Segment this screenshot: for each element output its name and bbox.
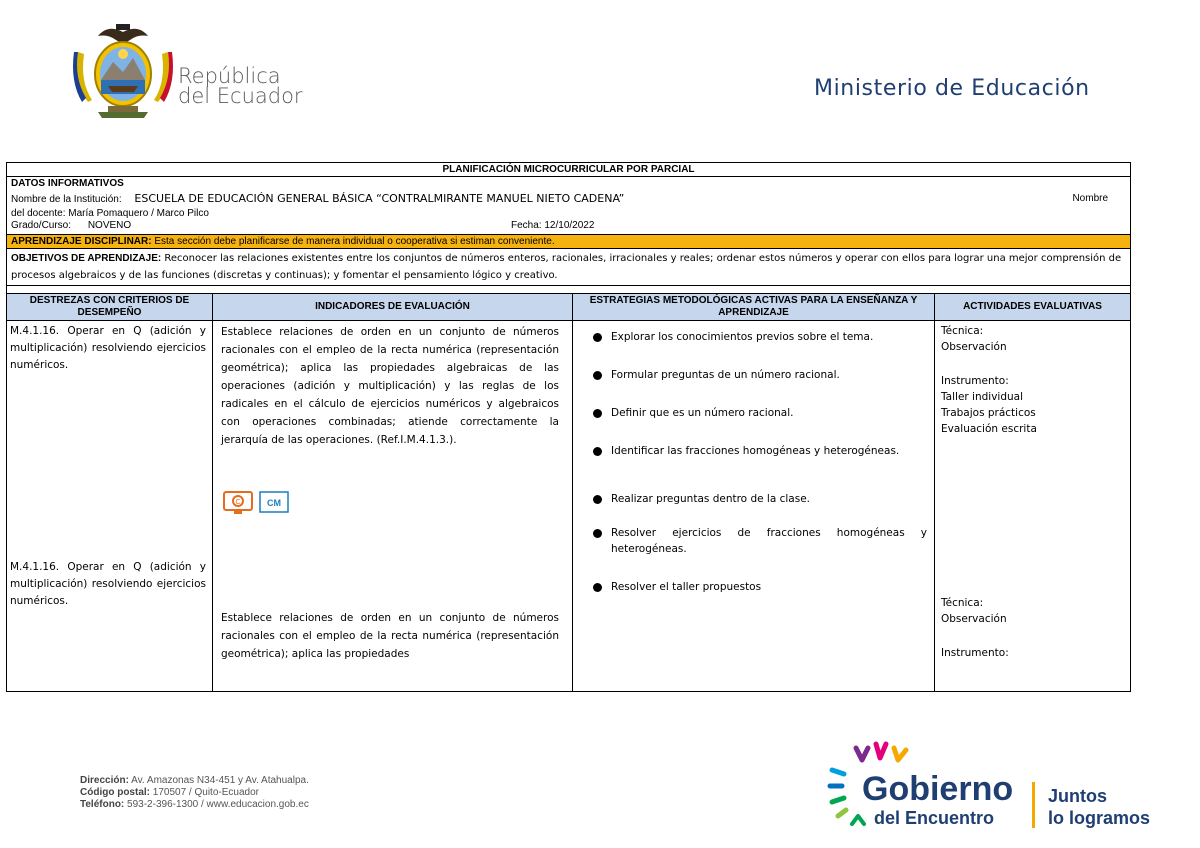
logramos-word: lo logramos [1048,808,1151,828]
page-header [0,0,1200,150]
objetivos-text: Reconocer las relaciones existentes entre los conjuntos de números enteros, racionales, irracionales y reales; ordenar estos números y operar con ellos para lograr una mejor comprensión de procesos algebraicos y de las funciones (discretas y continuas); y fomentar el pensamiento lógico y creativo. [11,253,1122,281]
bullet-icon [593,583,602,592]
gobierno-word: Gobierno [862,770,1014,808]
ecuador-coat-of-arms-icon [68,22,178,122]
estrategia-text: Formular preguntas de un número racional. [611,369,840,381]
institucion-value: ESCUELA DE EDUCACIÓN GENERAL BÁSICA “CONTRALMIRANTE MANUEL NIETO CADENA” [134,192,625,205]
col-header-estrategias: ESTRATEGIAS METODOLÓGICAS ACTIVAS PARA LA ENSEÑANZA Y APRENDIZAJE [573,294,935,321]
estrategia-5 [611,491,927,507]
taller-value: Taller individual [941,391,1024,403]
tecnica-label: Técnica: [941,325,984,337]
destreza-1: M.4.1.16. Operar en Q (adición y multiplicación) resolviendo ejercicios numéricos. [10,325,206,371]
datos-informativos-label: DATOS INFORMATIVOS [11,178,124,189]
spacer-row [7,286,1131,294]
bullet-icon [593,495,602,504]
logo-divider [1032,782,1035,828]
cultura-icon-letter: C [235,499,241,506]
indicator-icons [223,491,289,515]
indicadores-cell [213,321,573,692]
estrategia-6 [611,525,927,557]
fecha: Fecha: 12/10/2022 [511,220,595,231]
telefono-label: Teléfono: [80,799,125,810]
footer-address [80,775,309,811]
planificacion-table [6,162,1131,692]
encuentro-word: del Encuentro [874,808,995,828]
instrumento-label: Instrumento: [941,375,1009,387]
docente-line: del docente: María Pomaquero / Marco Pilco [11,208,209,219]
institucion-label: Nombre de la Institución: [11,194,122,205]
bullet-icon [593,447,602,456]
juntos-word: Juntos [1048,786,1108,806]
calculo-icon-letters: CM [267,498,281,508]
observacion-value-2: Observación [941,613,1007,625]
direccion-value: Av. Amazonas N34-451 y Av. Atahualpa. [131,775,309,786]
estrategias-cell [573,321,935,692]
estrategia-4 [611,443,927,459]
trabajos-value: Trabajos prácticos [941,407,1036,419]
actividades-cell [935,321,1131,692]
observacion-value: Observación [941,341,1007,353]
calculo-mental-icon [259,491,289,515]
estrategia-text: Identificar las fracciones homogéneas y heterogéneas. [611,445,900,457]
estrategia-2 [611,367,927,383]
col-header-actividades: ACTIVIDADES EVALUATIVAS [935,294,1131,321]
col-header-destrezas: DESTREZAS CON CRITERIOS DE DESEMPEÑO [7,294,213,321]
nombre-label: Nombre [1072,193,1109,204]
indicador-1: Establece relaciones de orden en un conjunto de números racionales con el empleo de la recta numérica (representación geométrica); aplica las propiedades algebraicas de las operaciones (adición y multiplicación) y las reglas de los radicales en el cálculo de ejercicios numéricos y algebraicos con operaciones combinadas; atiende correctamente la jerarquía de las operaciones. (Ref.I.M.4.1.3.). [221,326,559,446]
evaluacion-value: Evaluación escrita [941,423,1037,435]
objetivos-cell [7,249,1131,286]
estrategia-text: Definir que es un número racional. [611,407,794,419]
bullet-icon [593,371,602,380]
aprendizaje-disciplinar-cell [7,235,1131,249]
destreza-2: M.4.1.16. Operar en Q (adición y multiplicación) resolviendo ejercicios numéricos. [10,561,206,607]
gobierno-del-encuentro-logo [826,740,1186,835]
del-ecuador-line: del Ecuador [178,84,303,108]
objetivos-label: OBJETIVOS DE APRENDIZAJE: [11,253,162,264]
estrategia-text: Resolver el taller propuestos [611,581,762,593]
cultura-computer-icon [223,491,253,515]
republica-del-ecuador-wordmark [178,66,303,106]
bullet-icon [593,333,602,342]
ministerio-de-educacion-title: Ministerio de Educación [814,76,1090,101]
destrezas-cell [7,321,213,692]
document-title: PLANIFICACIÓN MICROCURRICULAR POR PARCIAL [7,163,1131,177]
estrategia-1 [611,329,927,345]
republica-line: República [178,64,281,88]
estrategia-7 [611,579,927,595]
bullet-icon [593,409,602,418]
telefono-value: 593-2-396-1300 / www.educacion.gob.ec [127,799,309,810]
postal-value: 170507 / Quito-Ecuador [152,787,259,798]
estrategia-text: Resolver ejercicios de fracciones homogéneas y heterogéneas. [611,527,927,555]
aprendizaje-text: Esta sección debe planificarse de manera individual o cooperativa si estiman conveniente. [154,236,555,247]
aprendizaje-label: APRENDIZAJE DISCIPLINAR: [11,236,152,247]
estrategia-3 [611,405,927,421]
grado-label: Grado/Curso: [11,220,72,231]
postal-label: Código postal: [80,787,150,798]
grado-value: NOVENO [87,220,132,231]
col-header-indicadores: INDICADORES DE EVALUACIÓN [213,294,573,321]
estrategia-text: Realizar preguntas dentro de la clase. [611,493,810,505]
instrumento-label-2: Instrumento: [941,647,1009,659]
datos-informativos-cell [7,177,1131,235]
direccion-label: Dirección: [80,775,129,786]
estrategia-text: Explorar los conocimientos previos sobre el tema. [611,331,874,343]
indicador-2: Establece relaciones de orden en un conjunto de números racionales con el empleo de la recta numérica (representación geométrica); aplica las propiedades [221,612,559,660]
bullet-icon [593,529,602,538]
tecnica-label-2: Técnica: [941,597,984,609]
